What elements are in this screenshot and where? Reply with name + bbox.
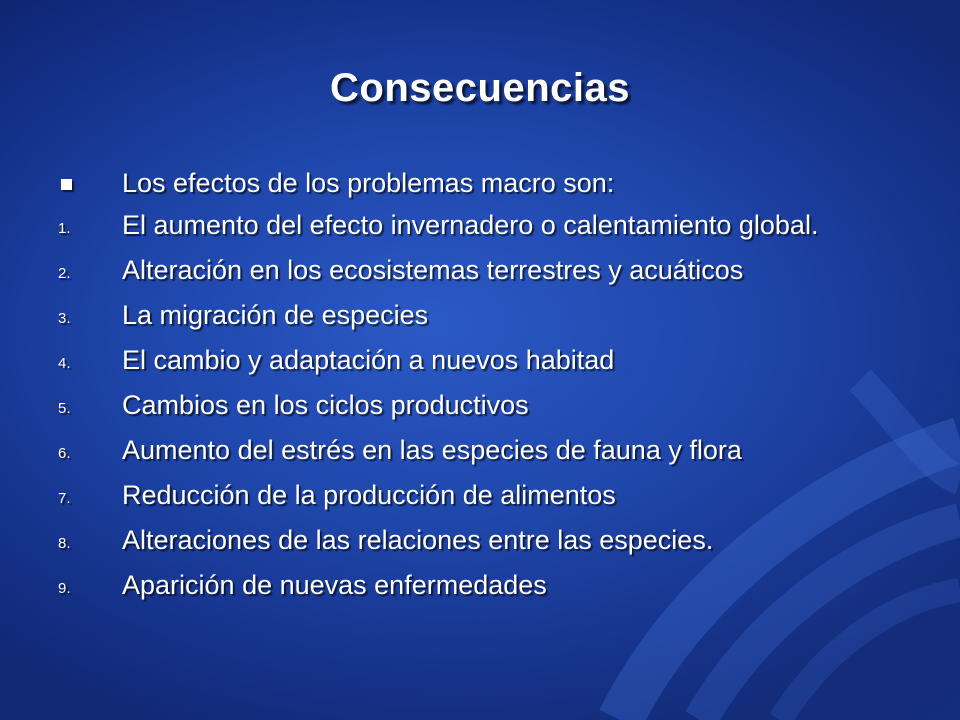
item-text: El aumento del efecto invernadero o calentamiento global. <box>122 210 819 240</box>
list-item <box>58 256 918 288</box>
list-item <box>58 436 918 468</box>
slide-content <box>58 168 918 616</box>
intro-bullet <box>58 168 918 199</box>
item-text: La migración de especies <box>122 300 429 330</box>
item-text: El cambio y adaptación a nuevos habitad <box>122 345 615 375</box>
item-number: 9. <box>58 580 71 597</box>
list-item <box>58 301 918 333</box>
item-text: Cambios en los ciclos productivos <box>122 390 529 420</box>
consequences-list <box>58 211 918 603</box>
item-number: 3. <box>58 310 71 327</box>
item-text: Alteraciones de las relaciones entre las especies. <box>122 525 714 555</box>
item-text: Reducción de la producción de alimentos <box>122 480 616 510</box>
item-text: Alteración en los ecosistemas terrestres y acuáticos <box>122 255 744 285</box>
item-text: Aparición de nuevas enfermedades <box>122 570 547 600</box>
list-item <box>58 391 918 423</box>
list-item <box>58 346 918 378</box>
intro-bullet-text: Los efectos de los problemas macro son: <box>122 168 615 198</box>
item-text: Aumento del estrés en las especies de fauna y flora <box>122 435 742 465</box>
list-item <box>58 211 918 243</box>
list-item <box>58 571 918 603</box>
slide-title: Consecuencias <box>330 66 630 110</box>
list-item <box>58 481 918 513</box>
list-item <box>58 526 918 558</box>
item-number: 5. <box>58 400 71 417</box>
item-number: 6. <box>58 445 71 462</box>
item-number: 2. <box>58 265 71 282</box>
item-number: 8. <box>58 535 71 552</box>
item-number: 1. <box>58 220 71 237</box>
square-bullet-icon <box>58 168 122 199</box>
item-number: 7. <box>58 490 71 507</box>
item-number: 4. <box>58 355 71 372</box>
